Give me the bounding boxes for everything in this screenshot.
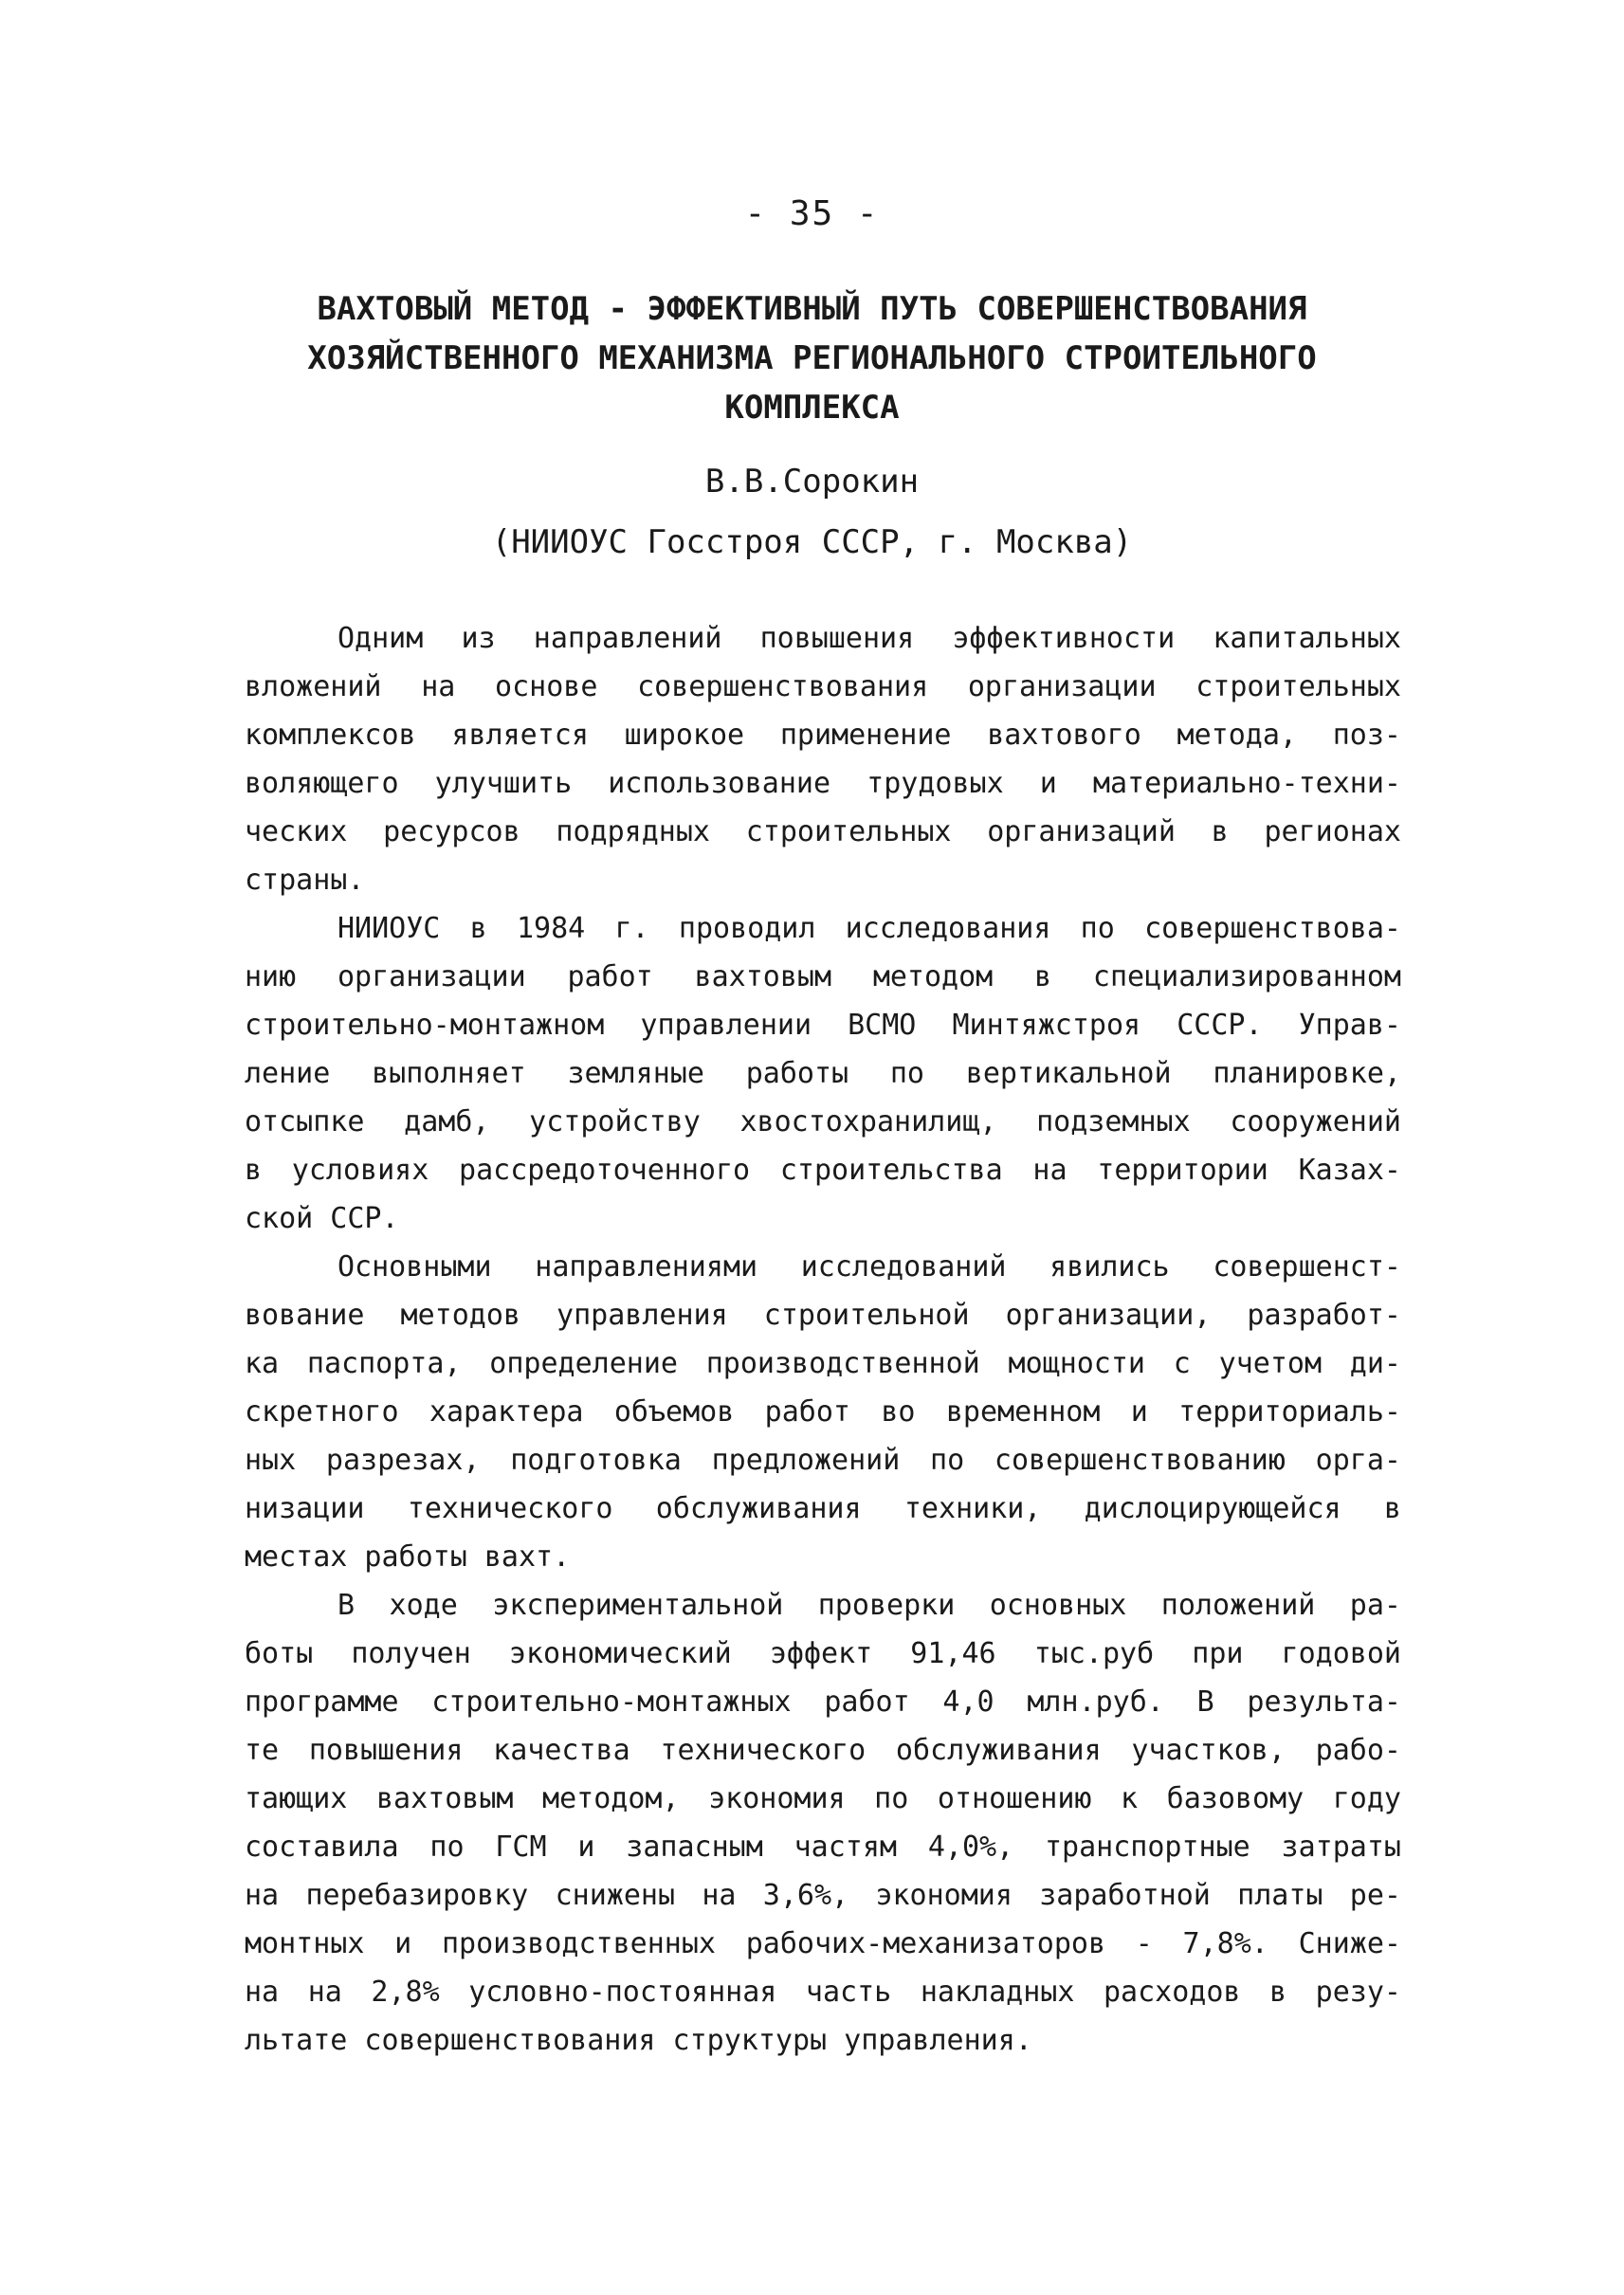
text-line: боты получен экономический эффект 91,46 тыс.руб при годовой bbox=[245, 1637, 1401, 1670]
text-line: вование методов управления строительной организации, разработ- bbox=[245, 1299, 1401, 1332]
paragraph-4 bbox=[245, 1581, 1401, 2065]
text-line: ческих ресурсов подрядных строительных организаций в регионах bbox=[245, 815, 1401, 848]
author-name: В.В.Сорокин bbox=[704, 463, 920, 501]
text-line: монтных и производственных рабочих-механизаторов - 7,8%. Сниже- bbox=[245, 1927, 1401, 1960]
text-line: льтате совершенствования структуры управления. bbox=[245, 2024, 1032, 2057]
text-line: нию организации работ вахтовым методом в специализированном bbox=[245, 960, 1401, 993]
paragraph-3 bbox=[245, 1243, 1401, 1581]
text-line: страны. bbox=[245, 864, 365, 897]
text-line: программе строительно-монтажных работ 4,0 млн.руб. В результа- bbox=[245, 1685, 1401, 1719]
paragraph-1 bbox=[245, 614, 1401, 904]
text-line: местах работы вахт. bbox=[245, 1540, 571, 1574]
title-line: ХОЗЯЙСТВЕННОГО МЕХАНИЗМА РЕГИОНАЛЬНОГО СТРОИТЕЛЬНОГО bbox=[307, 339, 1317, 377]
text-line: строительно-монтажном управлении ВСМО Минтяжстроя СССР. Управ- bbox=[245, 1009, 1401, 1042]
text-line: ка паспорта, определение производственной мощности с учетом ди- bbox=[245, 1347, 1401, 1380]
text-line: те повышения качества технического обслуживания участков, рабо- bbox=[245, 1734, 1401, 1767]
text-line: ление выполняет земляные работы по вертикальной планировке, bbox=[245, 1057, 1401, 1090]
article-body bbox=[245, 614, 1401, 2065]
text-line: НИИОУС в 1984 г. проводил исследования по совершенствова- bbox=[338, 912, 1401, 945]
text-line: комплексов является широкое применение вахтового метода, поз- bbox=[245, 719, 1401, 752]
author-affiliation: (НИИОУС Госстроя СССР, г. Москва) bbox=[491, 523, 1133, 561]
text-line: В ходе экспериментальной проверки основных положений ра- bbox=[338, 1589, 1401, 1622]
paragraph-2 bbox=[245, 904, 1401, 1243]
text-line: на перебазировку снижены на 3,6%, экономия заработной платы ре- bbox=[245, 1879, 1401, 1912]
page-number: - 35 - bbox=[744, 194, 880, 233]
text-line: скретного характера объемов работ во временном и территориаль- bbox=[245, 1395, 1401, 1429]
text-line: составила по ГСМ и запасным частям 4,0%, транспортные затраты bbox=[245, 1831, 1401, 1864]
article-title bbox=[284, 284, 1340, 432]
title-line: КОМПЛЕКСА bbox=[724, 389, 900, 427]
text-line: на на 2,8% условно-постоянная часть накладных расходов в резу- bbox=[245, 1976, 1401, 2009]
text-line: ской ССР. bbox=[245, 1202, 399, 1235]
text-line: ных разрезах, подготовка предложений по совершенствованию орга- bbox=[245, 1444, 1401, 1477]
text-line: воляющего улучшить использование трудовых и материально-техни- bbox=[245, 767, 1401, 800]
title-line: ВАХТОВЫЙ МЕТОД - ЭФФЕКТИВНЫЙ ПУТЬ СОВЕРШЕНСТВОВАНИЯ bbox=[317, 290, 1307, 328]
text-line: отсыпке дамб, устройству хвостохранилищ, подземных сооружений bbox=[245, 1105, 1401, 1138]
text-line: Основными направлениями исследований явились совершенст- bbox=[338, 1250, 1401, 1284]
text-line: в условиях рассредоточенного строительства на территории Казах- bbox=[245, 1154, 1401, 1187]
text-line: Одним из направлений повышения эффективности капитальных bbox=[338, 622, 1401, 655]
text-line: низации технического обслуживания техники, дислоцирующейся в bbox=[245, 1492, 1401, 1525]
text-line: тающих вахтовым методом, экономия по отношению к базовому году bbox=[245, 1782, 1401, 1815]
text-line: вложений на основе совершенствования организации строительных bbox=[245, 670, 1401, 703]
